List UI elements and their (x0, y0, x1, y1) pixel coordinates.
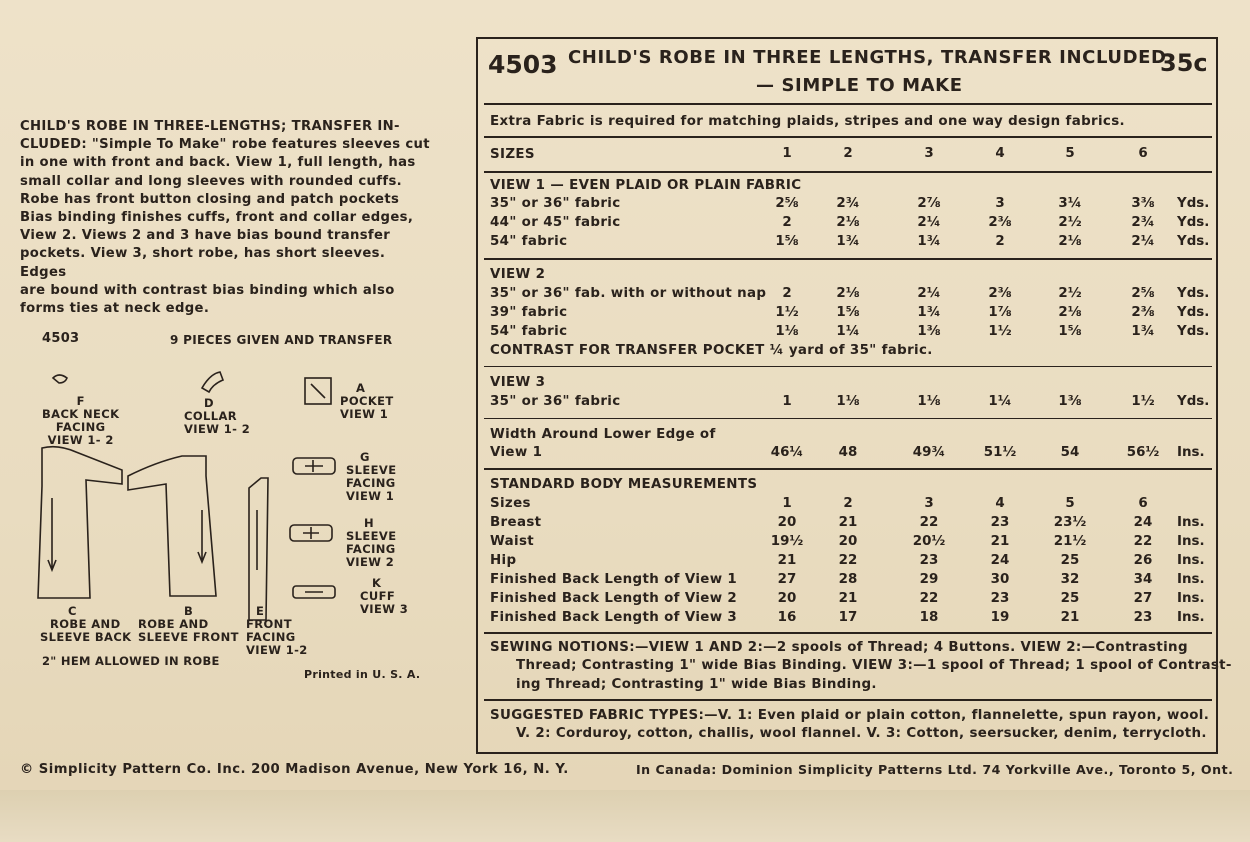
table-cell: 2½ (1058, 286, 1082, 301)
description-line: Bias binding finishes cuffs, front and collar edges, (20, 210, 414, 226)
table-cell: 3¼ (1058, 196, 1082, 211)
table-cell: 21 (838, 591, 858, 606)
table-cell: 1⅛ (836, 394, 860, 409)
table-cell: 23 (990, 515, 1010, 530)
notions-line: SEWING NOTIONS:—VIEW 1 AND 2:—2 spools of Thread; 4 Buttons. VIEW 2:—Contrasting (490, 640, 1188, 655)
row-label: 54" fabric (490, 234, 568, 249)
piece-k-label: K CUFF VIEW 3 (360, 576, 409, 616)
table-cell: 56½ (1126, 445, 1160, 460)
table-cell: 2 (995, 234, 1005, 249)
fabric-types-line: V. 2: Corduroy, cotton, challis, wool flannel. V. 3: Cotton, seersucker, denim, terrycloth. (516, 726, 1207, 741)
divider (484, 136, 1212, 138)
printed-note: Printed in U. S. A. (304, 668, 421, 681)
row-label: 35" or 36" fabric (490, 394, 621, 409)
notions-line: Thread; Contrasting 1" wide Bias Binding. VIEW 3:—1 spool of Thread; 1 spool of Contrast- (516, 658, 1232, 673)
pattern-number-left: 4503 (42, 331, 80, 346)
table-cell: 2⅝ (1131, 286, 1155, 301)
table-cell: 20½ (912, 534, 946, 549)
table-cell: 1⅜ (1058, 394, 1082, 409)
hem-note: 2" HEM ALLOWED IN ROBE (42, 654, 220, 668)
row-label: 39" fabric (490, 305, 568, 320)
table-cell: 2⅝ (775, 196, 799, 211)
piece-e-label: E FRONT FACING VIEW 1-2 (246, 604, 308, 657)
table-cell: 22 (1133, 534, 1153, 549)
size-column-header: 6 (1138, 146, 1148, 161)
table-cell: 27 (1133, 591, 1153, 606)
size-column-header: 5 (1065, 146, 1075, 161)
table-cell: 1½ (988, 324, 1012, 339)
table-cell: 22 (919, 591, 939, 606)
table-cell: 1⅛ (917, 394, 941, 409)
unit-label: Yds. (1177, 234, 1210, 249)
table-cell: 24 (990, 553, 1010, 568)
width-line1: Width Around Lower Edge of (490, 427, 716, 442)
table-cell: 27 (777, 572, 797, 587)
pieces-given: 9 PIECES GIVEN AND TRANSFER (170, 333, 393, 347)
table-cell: 1½ (775, 305, 799, 320)
table-cell: 25 (1060, 553, 1080, 568)
size-column-header: 3 (924, 146, 934, 161)
table-cell: 1⅝ (1058, 324, 1082, 339)
unit-label: Ins. (1177, 445, 1205, 460)
table-cell: 20 (777, 515, 797, 530)
table-cell: 3⅜ (1131, 196, 1155, 211)
table-cell: 54 (1060, 445, 1080, 460)
table-cell: 49¾ (912, 445, 946, 460)
size-column-header: 1 (782, 146, 792, 161)
piece-c-label: C ROBE AND SLEEVE BACK (40, 604, 132, 644)
table-cell: 21 (838, 515, 858, 530)
table-cell: 2½ (1058, 215, 1082, 230)
row-label: Finished Back Length of View 2 (490, 591, 738, 606)
table-cell: 2⅞ (917, 196, 941, 211)
table-cell: 23 (990, 591, 1010, 606)
fabric-types-line: SUGGESTED FABRIC TYPES:—V. 1: Even plaid or plain cotton, flannelette, spun rayon, wool. (490, 708, 1210, 723)
contrast-note: CONTRAST FOR TRANSFER POCKET ¼ yard of 35" fabric. (490, 343, 933, 358)
table-cell: 30 (990, 572, 1010, 587)
table-cell: 23½ (1053, 515, 1087, 530)
row-label: 35" or 36" fab. with or without nap (490, 286, 767, 301)
description-line: forms ties at neck edge. (20, 301, 210, 317)
table-cell: 1¾ (1131, 324, 1155, 339)
row-label: 35" or 36" fabric (490, 196, 621, 211)
table-cell: 2¼ (1131, 234, 1155, 249)
table-cell: 19½ (770, 534, 804, 549)
table-cell: 1¼ (988, 394, 1012, 409)
table-cell: 1¾ (917, 234, 941, 249)
table-cell: 3 (995, 196, 1005, 211)
table-cell: 21 (1060, 610, 1080, 625)
unit-label: Ins. (1177, 610, 1205, 625)
piece-f-label: F BACK NECK FACING VIEW 1- 2 (42, 394, 120, 447)
table-cell: 1⅞ (988, 305, 1012, 320)
table-cell: 21 (990, 534, 1010, 549)
paper-fold-strip (0, 790, 1250, 842)
size-column-header: 4 (995, 146, 1005, 161)
unit-label: Ins. (1177, 591, 1205, 606)
divider (484, 171, 1212, 173)
table-cell: 29 (919, 572, 939, 587)
table-cell: 23 (1133, 610, 1153, 625)
unit-label: Yds. (1177, 286, 1210, 301)
table-cell: 2⅜ (988, 286, 1012, 301)
table-cell: 4 (995, 496, 1005, 511)
table-cell: 26 (1133, 553, 1153, 568)
row-label: 44" or 45" fabric (490, 215, 621, 230)
row-label: Finished Back Length of View 1 (490, 572, 738, 587)
row-label: 54" fabric (490, 324, 568, 339)
width-line2: View 1 (490, 445, 543, 460)
table-cell: 1⅝ (775, 234, 799, 249)
table-cell: 1 (782, 496, 792, 511)
unit-label: Yds. (1177, 305, 1210, 320)
description-line: small collar and long sleeves with rounded cuffs. (20, 173, 403, 189)
table-cell: 2 (782, 286, 792, 301)
table-cell: 1 (782, 394, 792, 409)
divider (484, 468, 1212, 470)
piece-h-label: H SLEEVE FACING VIEW 2 (346, 516, 397, 569)
table-cell: 2⅜ (988, 215, 1012, 230)
unit-label: Yds. (1177, 215, 1210, 230)
description-line: View 2. Views 2 and 3 have bias bound transfer (20, 228, 391, 244)
table-cell: 1⅝ (836, 305, 860, 320)
description-line: pockets. View 3, short robe, has short sleeves. Edges (20, 246, 386, 280)
table-cell: 5 (1065, 496, 1075, 511)
table-cell: 51½ (983, 445, 1017, 460)
table-cell: 21½ (1053, 534, 1087, 549)
table-cell: 6 (1138, 496, 1148, 511)
notions-line: ing Thread; Contrasting 1" wide Bias Binding. (516, 677, 877, 692)
sizes-label: SIZES (490, 147, 535, 162)
piece-a-label: A POCKET VIEW 1 (340, 381, 394, 421)
divider (484, 258, 1212, 260)
table-cell: 2 (782, 215, 792, 230)
table-cell: 18 (919, 610, 939, 625)
table-cell: 2⅛ (1058, 234, 1082, 249)
row-label: Waist (490, 534, 535, 549)
piece-d-label: D COLLAR VIEW 1- 2 (184, 396, 251, 436)
divider (484, 699, 1212, 701)
unit-label: Ins. (1177, 515, 1205, 530)
view1-heading: VIEW 1 — EVEN PLAID OR PLAIN FABRIC (490, 178, 802, 193)
table-cell: 1¼ (836, 324, 860, 339)
size-column-header: 2 (843, 146, 853, 161)
description-heading: CHILD'S ROBE IN THREE-LENGTHS; TRANSFER IN- (20, 119, 400, 134)
table-cell: 20 (777, 591, 797, 606)
table-cell: 28 (838, 572, 858, 587)
view3-heading: VIEW 3 (490, 375, 546, 390)
table-cell: 2⅛ (836, 215, 860, 230)
piece-b-label: B ROBE AND SLEEVE FRONT (138, 604, 239, 644)
table-cell: 1½ (1131, 394, 1155, 409)
table-cell: 2¼ (917, 215, 941, 230)
unit-label: Ins. (1177, 534, 1205, 549)
box-pattern-number: 4503 (488, 50, 558, 79)
unit-label: Yds. (1177, 196, 1210, 211)
table-cell: 3 (924, 496, 934, 511)
row-label: Finished Back Length of View 3 (490, 610, 738, 625)
view2-heading: VIEW 2 (490, 267, 546, 282)
table-cell: 24 (1133, 515, 1153, 530)
divider (484, 632, 1212, 634)
table-cell: 19 (990, 610, 1010, 625)
table-cell: 16 (777, 610, 797, 625)
body-measurements-heading: STANDARD BODY MEASUREMENTS (490, 477, 758, 492)
table-cell: 2⅜ (1131, 305, 1155, 320)
table-cell: 21 (777, 553, 797, 568)
row-label: Breast (490, 515, 542, 530)
unit-label: Ins. (1177, 572, 1205, 587)
description-block (20, 118, 430, 318)
extra-fabric-note: Extra Fabric is required for matching plaids, stripes and one way design fabrics. (490, 114, 1125, 129)
piece-g-label: G SLEEVE FACING VIEW 1 (346, 450, 397, 503)
description-line: Robe has front button closing and patch pockets (20, 191, 400, 207)
unit-label: Yds. (1177, 324, 1210, 339)
price: 35c (1160, 49, 1208, 77)
table-cell: 1⅛ (775, 324, 799, 339)
table-cell: 22 (838, 553, 858, 568)
row-label: Sizes (490, 496, 531, 511)
table-cell: 20 (838, 534, 858, 549)
unit-label: Yds. (1177, 394, 1210, 409)
footer-publisher: © Simplicity Pattern Co. Inc. 200 Madison Avenue, New York 16, N. Y. (20, 762, 569, 777)
table-cell: 32 (1060, 572, 1080, 587)
description-line: in one with front and back. View 1, full length, has (20, 155, 416, 171)
divider (484, 103, 1212, 105)
table-cell: 2 (843, 496, 853, 511)
table-cell: 2⅛ (1058, 305, 1082, 320)
table-cell: 48 (838, 445, 858, 460)
description-line: are bound with contrast bias binding which also (20, 282, 395, 298)
divider (484, 418, 1212, 419)
box-title-line2: — SIMPLE TO MAKE (756, 75, 963, 96)
table-cell: 1⅜ (917, 324, 941, 339)
table-cell: 46¼ (770, 445, 804, 460)
table-cell: 2¾ (1131, 215, 1155, 230)
table-cell: 2¾ (836, 196, 860, 211)
table-cell: 17 (838, 610, 858, 625)
table-cell: 22 (919, 515, 939, 530)
unit-label: Ins. (1177, 553, 1205, 568)
table-cell: 1¾ (836, 234, 860, 249)
table-cell: 2¼ (917, 286, 941, 301)
divider (484, 366, 1212, 367)
table-cell: 34 (1133, 572, 1153, 587)
table-cell: 25 (1060, 591, 1080, 606)
box-title-line1: CHILD'S ROBE IN THREE LENGTHS, TRANSFER INCLUDED (568, 47, 1167, 68)
footer-canada: In Canada: Dominion Simplicity Patterns Ltd. 74 Yorkville Ave., Toronto 5, Ont. (636, 762, 1234, 777)
table-cell: 1¾ (917, 305, 941, 320)
row-label: Hip (490, 553, 517, 568)
table-cell: 2⅛ (836, 286, 860, 301)
description-line: CLUDED: "Simple To Make" robe features sleeves cut (20, 137, 430, 153)
table-cell: 23 (919, 553, 939, 568)
